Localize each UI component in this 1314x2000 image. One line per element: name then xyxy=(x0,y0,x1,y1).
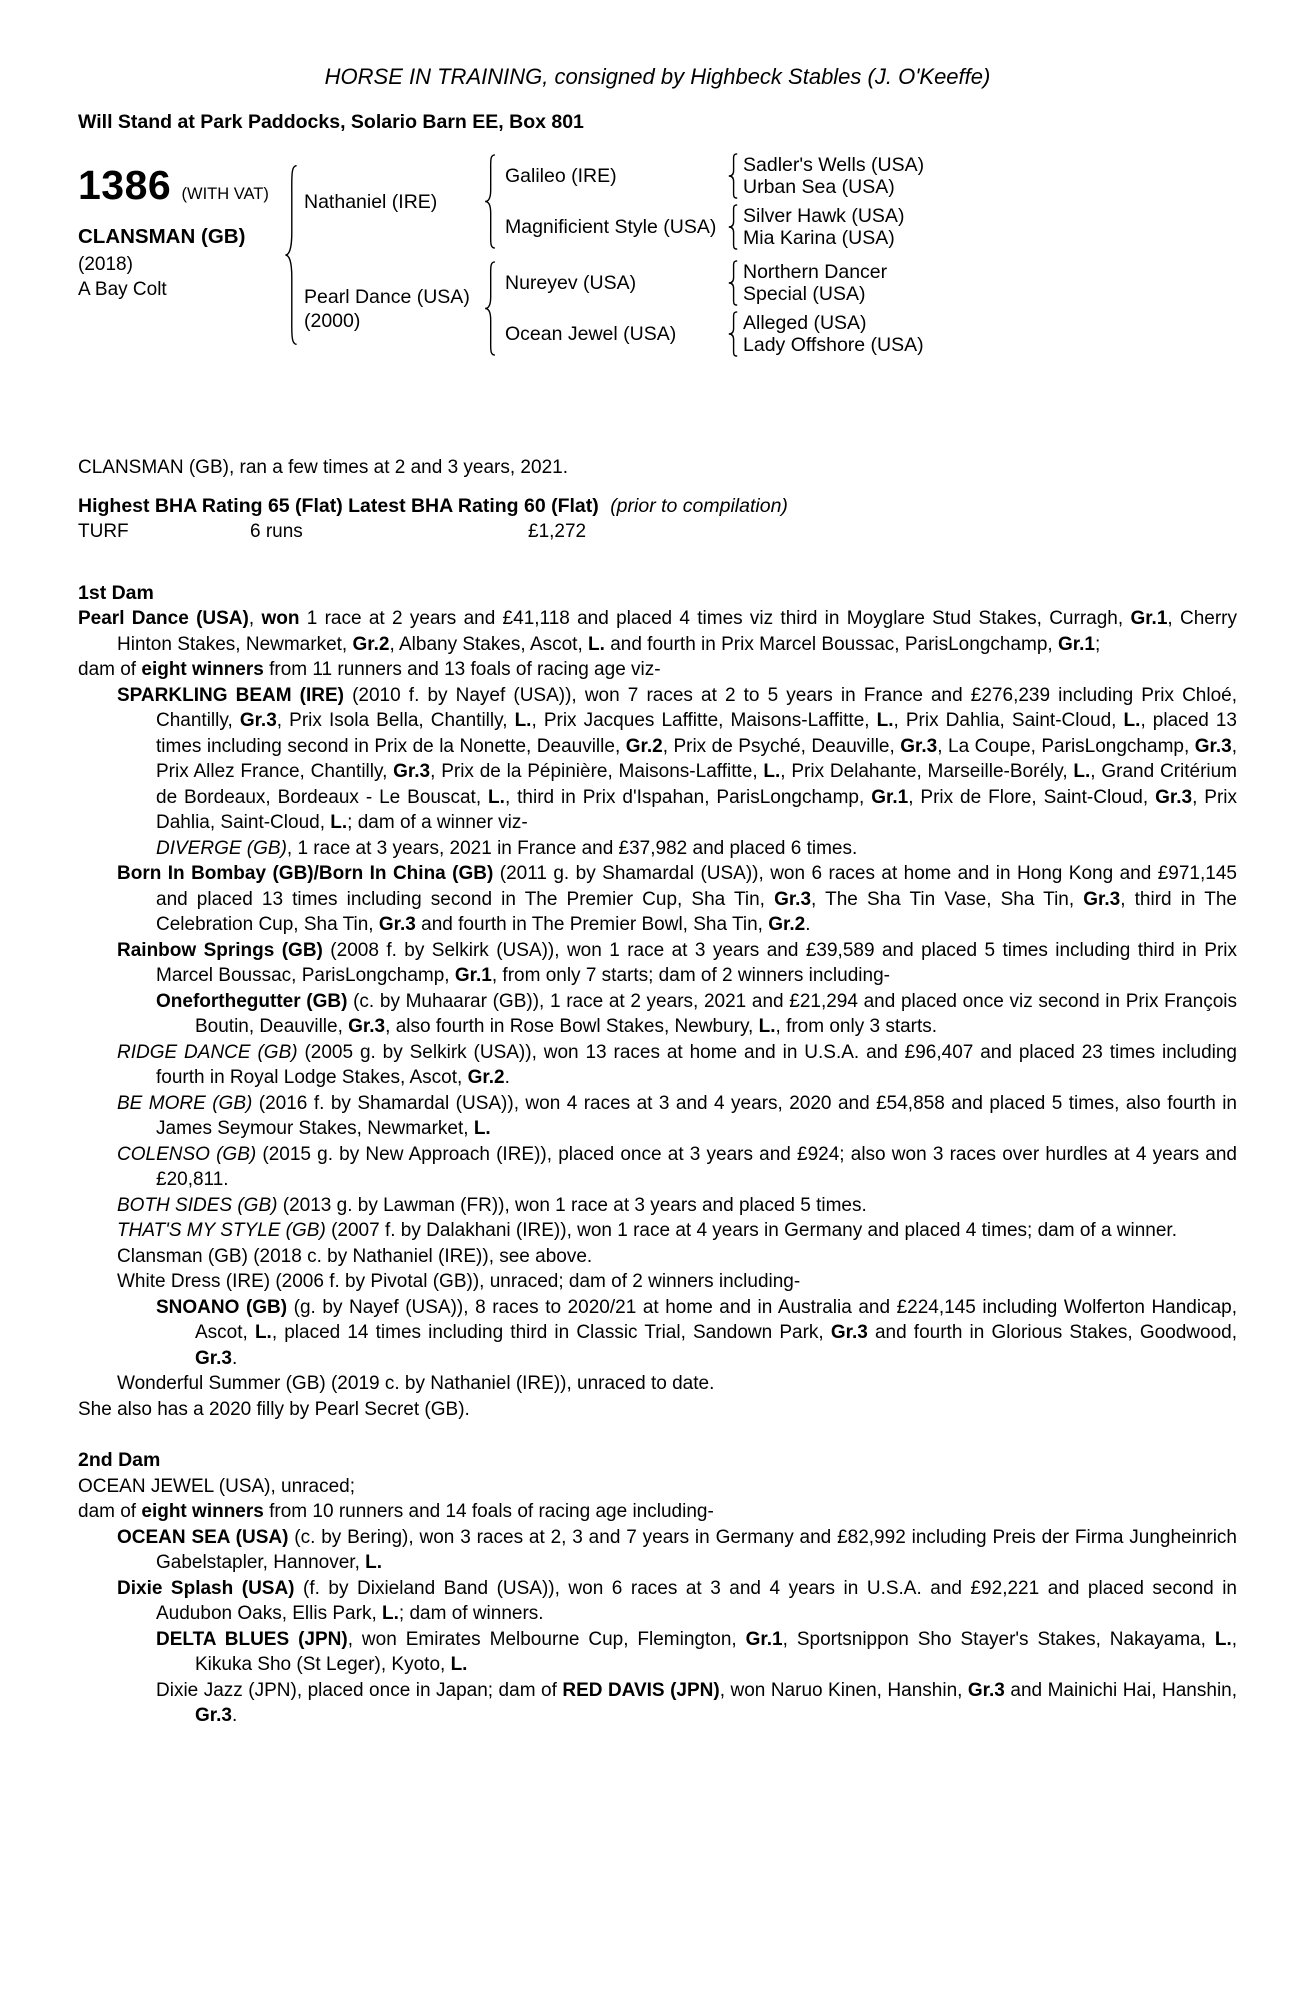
grandsire-name: Nureyev (USA) xyxy=(505,271,637,294)
text-run: L. xyxy=(382,1603,399,1624)
great-granddam-name: Special (USA) xyxy=(743,283,866,305)
race-record-line: CLANSMAN (GB), ran a few times at 2 and 3 years, 2021. xyxy=(78,457,568,478)
text-run: , The Sha Tin Vase, Sha Tin, xyxy=(811,888,1084,910)
text-run: Gr.2 xyxy=(625,735,663,757)
text-run: RED DAVIS (JPN) xyxy=(562,1679,720,1701)
text-run: Gr.3 xyxy=(830,1322,868,1343)
great-grandsire-name: Northern Dancer xyxy=(743,261,888,283)
section-paragraphs xyxy=(78,1474,1237,1729)
text-run: BOTH SIDES (GB) xyxy=(117,1194,278,1216)
text-run: , from only 3 starts. xyxy=(775,1016,938,1037)
text-run: Clansman (GB) (2018 c. by Nathaniel (IRE)), see above. xyxy=(117,1245,593,1267)
dam-grandparents xyxy=(501,260,955,357)
stand-location-line: Will Stand at Park Paddocks, Solario Barn EE, Box 801 xyxy=(78,110,584,133)
text-run: and Mainichi Hai, Hanshin, xyxy=(1004,1679,1238,1701)
text-run: , third in Prix d'Ispahan, ParisLongchamp, xyxy=(504,786,872,808)
text-run: Gr.3 xyxy=(239,710,277,731)
text-run: , Prix Dahlia, Saint-Cloud, xyxy=(893,710,1124,731)
text-run: , Albany Stakes, Ascot, xyxy=(389,633,589,655)
great-grandparents xyxy=(743,261,955,305)
brace-icon xyxy=(727,204,739,250)
granddam-branch xyxy=(501,311,955,357)
text-run: 1 race at 2 years and £41,118 and placed 4 times viz third in Moyglare Stud Stakes, Curragh, xyxy=(299,608,1131,629)
text-run: Gr.3 xyxy=(774,888,812,910)
text-run: , Prix Delahante, Marseille-Borély, xyxy=(780,761,1074,782)
rating-note: (prior to compilation) xyxy=(610,494,788,517)
stats-runs: 6 runs xyxy=(250,521,303,542)
text-run: Gr.3 xyxy=(195,1705,232,1726)
catalogue-paragraph xyxy=(117,1371,1237,1397)
grandsire-name: Galileo (IRE) xyxy=(505,164,617,187)
catalogue-paragraph xyxy=(78,1397,1237,1423)
brace-icon xyxy=(727,311,739,357)
text-run: DIVERGE (GB) xyxy=(156,837,287,859)
text-run: (2013 g. by Lawman (FR)), won 1 race at 3 years and placed 5 times. xyxy=(277,1194,867,1216)
text-run: L. xyxy=(330,812,348,833)
text-run: , Prix de la Pépinière, Maisons-Laffitte, xyxy=(430,761,764,782)
text-run: and fourth in Glorious Stakes, Goodwood, xyxy=(867,1322,1238,1343)
brace-icon xyxy=(727,153,739,199)
text-run: BE MORE (GB) xyxy=(117,1092,253,1114)
text-run: L. xyxy=(1123,710,1141,731)
section-heading: 1st Dam xyxy=(78,581,154,604)
sire-name: Nathaniel (IRE) xyxy=(304,190,438,213)
text-run: , 1 race at 3 years, 2021 in France and £37,982 and placed 6 times. xyxy=(286,837,858,859)
text-run: , Grand Critérium de Bordeaux, Bordeaux - Le Bouscat, xyxy=(156,761,1238,808)
sire-branch xyxy=(304,153,955,250)
catalogue-paragraph xyxy=(78,606,1237,657)
granddam-name: Ocean Jewel (USA) xyxy=(505,322,677,345)
catalogue-paragraph xyxy=(117,1244,1237,1270)
text-run: Gr.3 xyxy=(900,735,938,757)
text-run: , Prix de Flore, Saint-Cloud, xyxy=(908,786,1156,808)
lot-number: 1386 xyxy=(78,162,172,208)
brace-icon xyxy=(483,153,497,250)
great-granddam-name: Urban Sea (USA) xyxy=(743,176,895,198)
text-run: L. xyxy=(254,1322,272,1343)
text-run: L. xyxy=(758,1016,776,1037)
dam-cell xyxy=(304,285,483,333)
text-run: ; dam of winners. xyxy=(398,1603,544,1624)
text-run: SNOANO (GB) xyxy=(156,1296,288,1318)
text-run: from 10 runners and 14 foals of racing age including- xyxy=(263,1501,714,1522)
text-run: Born In Bombay (GB)/Born In China (GB) xyxy=(117,863,494,884)
section-2nd-dam xyxy=(78,1448,1237,1729)
text-run: OCEAN JEWEL (USA), unraced; xyxy=(78,1475,355,1497)
text-run: Gr.1 xyxy=(745,1628,783,1650)
text-run: , won Emirates Melbourne Cup, Flemington, xyxy=(347,1628,746,1650)
text-run: , La Coupe, ParisLongchamp, xyxy=(937,735,1195,757)
text-run: , Cherry Hinton Stakes, Newmarket, xyxy=(117,608,1237,655)
section-paragraphs xyxy=(78,606,1237,1422)
text-run: L. xyxy=(514,710,532,731)
text-run: , Prix Allez France, Chantilly, xyxy=(156,735,1237,782)
text-run: COLENSO (GB) xyxy=(117,1143,257,1165)
catalogue-paragraph xyxy=(78,1474,1237,1500)
catalogue-paragraph xyxy=(117,1142,1237,1193)
great-grandsire-name: Alleged (USA) xyxy=(743,312,867,334)
text-run: Gr.1 xyxy=(1057,633,1095,655)
text-run: Gr.3 xyxy=(1155,786,1193,808)
text-run: Pearl Dance (USA) xyxy=(78,608,249,629)
text-run: Oneforthegutter (GB) xyxy=(156,990,348,1012)
text-run: Dixie Splash (USA) xyxy=(117,1577,295,1599)
text-run: OCEAN SEA (USA) xyxy=(117,1526,289,1548)
dam-branch xyxy=(304,260,955,357)
text-run: eight winners xyxy=(141,1501,264,1522)
dam-name: Pearl Dance (USA) xyxy=(304,285,470,308)
text-run: and fourth in Prix Marcel Boussac, ParisLongchamp, xyxy=(604,633,1058,655)
text-run: Dixie Jazz (JPN), placed once in Japan; dam of xyxy=(156,1679,563,1701)
text-run: L. xyxy=(876,710,894,731)
page-title: HORSE IN TRAINING, consigned by Highbeck Stables (J. O'Keeffe) xyxy=(324,64,991,89)
catalogue-paragraph xyxy=(117,1040,1237,1091)
catalogue-paragraph xyxy=(156,1295,1238,1372)
race-stats-row xyxy=(78,519,1237,545)
catalogue-paragraph xyxy=(117,1525,1237,1576)
text-run: , Prix Jacques Laffitte, Maisons-Laffitte, xyxy=(531,710,877,731)
text-run: DELTA BLUES (JPN) xyxy=(156,1628,348,1650)
horse-name: CLANSMAN (GB) xyxy=(78,224,246,248)
text-run: White Dress (IRE) (2006 f. by Pivotal (GB)), unraced; dam of 2 winners including- xyxy=(117,1271,801,1292)
text-run: . xyxy=(504,1067,510,1088)
text-run: Gr.3 xyxy=(378,914,416,935)
catalogue-paragraph xyxy=(117,861,1237,938)
text-run: and fourth in The Premier Bowl, Sha Tin, xyxy=(415,914,769,935)
rating-line xyxy=(78,494,1237,520)
text-run: , third in The Celebration Cup, Sha Tin, xyxy=(156,888,1237,935)
text-run: (f. by Dixieland Band (USA)), won 6 races at 3 and 4 years in U.S.A. and £92,221 and placed second in Audubon Oaks, Ellis Park, xyxy=(156,1577,1237,1624)
text-run: L. xyxy=(473,1118,491,1139)
text-run: Gr.3 xyxy=(195,1347,232,1369)
text-run: She also has a 2020 filly by Pearl Secret (GB). xyxy=(78,1398,470,1420)
brace-icon xyxy=(283,162,299,348)
great-granddam-name: Mia Karina (USA) xyxy=(743,227,895,249)
text-run: (2015 g. by New Approach (IRE)), placed once at 3 years and £924; also won 3 races over hurdles at 4 years and £20,811. xyxy=(156,1143,1237,1190)
catalogue-paragraph xyxy=(78,657,1237,683)
catalogue-paragraph xyxy=(117,1091,1238,1142)
section-1st-dam xyxy=(78,581,1237,1423)
granddam-branch xyxy=(501,204,955,250)
catalogue-paragraph xyxy=(156,836,1237,862)
stats-surface: TURF xyxy=(78,521,129,542)
rating-headline: Highest BHA Rating 65 (Flat) Latest BHA Rating 60 (Flat) xyxy=(78,494,599,517)
text-run: , won Naruo Kinen, Hanshin, xyxy=(719,1679,968,1701)
text-run: Gr.2 xyxy=(768,914,806,935)
text-run: Gr.3 xyxy=(967,1679,1005,1701)
text-run: RIDGE DANCE (GB) xyxy=(117,1041,298,1063)
text-run: eight winners xyxy=(141,659,264,680)
text-run: , Prix de Psyché, Deauville, xyxy=(662,735,901,757)
great-granddam-name: Lady Offshore (USA) xyxy=(743,334,924,356)
grandsire-branch xyxy=(501,153,955,199)
text-run: from 11 runners and 13 foals of racing age viz- xyxy=(263,659,661,680)
text-run: (c. by Muhaarar (GB)), 1 race at 2 years, 2021 and £21,294 and placed once viz second in Prix François Boutin, Deauville, xyxy=(195,990,1237,1037)
text-run: L. xyxy=(588,633,605,655)
catalogue-paragraph xyxy=(117,683,1238,836)
great-grandsire-name: Sadler's Wells (USA) xyxy=(743,154,925,176)
text-run: Gr.3 xyxy=(348,1016,386,1037)
text-run: Rainbow Springs (GB) xyxy=(117,939,323,961)
text-run: Gr.3 xyxy=(1194,735,1232,757)
text-run: THAT'S MY STYLE (GB) xyxy=(117,1220,326,1241)
text-run: SPARKLING BEAM (IRE) xyxy=(117,684,344,706)
text-run: , Sportsnippon Sho Stayer's Stakes, Nakayama, xyxy=(782,1628,1215,1650)
text-run: , placed 14 times including third in Classic Trial, Sandown Park, xyxy=(271,1322,831,1343)
great-grandsire-name: Silver Hawk (USA) xyxy=(743,205,905,227)
text-run: Gr.1 xyxy=(1130,608,1168,629)
text-run: , Prix Dahlia, Saint-Cloud, xyxy=(156,786,1238,833)
text-run: . xyxy=(231,1705,238,1726)
text-run: Gr.1 xyxy=(454,965,492,986)
text-run: (2008 f. by Selkirk (USA)), won 1 race at 3 years and £39,589 and placed 5 times including third in Prix Marcel Boussac, ParisLongchamp, xyxy=(156,939,1237,986)
text-run: (c. by Bering), won 3 races at 2, 3 and 7 years in Germany and £82,992 including Preis der Firma Jungheinrich Gabelstapler, Hannover, xyxy=(156,1526,1237,1573)
text-run: (2007 f. by Dalakhani (IRE)), won 1 race at 4 years in Germany and placed 4 times; dam of a winner. xyxy=(325,1220,1177,1241)
grandsire-branch xyxy=(501,260,955,306)
section-heading: 2nd Dam xyxy=(78,1449,161,1471)
text-run: dam of xyxy=(78,659,142,680)
text-run: , xyxy=(248,608,262,629)
granddam-name: Magnificient Style (USA) xyxy=(505,215,717,238)
text-run: (2010 f. by Nayef (USA)), won 7 races at 2 to 5 years in France and £276,239 including Prix Chloé, Chantilly, xyxy=(156,684,1238,731)
catalogue-paragraph xyxy=(117,938,1237,989)
text-run: (2011 g. by Shamardal (USA)), won 6 races at home and in Hong Kong and £971,145 and placed 13 times including second in The Premier Cup, Sha Tin, xyxy=(156,863,1237,910)
horse-foaling-year: (2018) xyxy=(78,254,133,275)
text-run: L. xyxy=(1214,1628,1232,1650)
text-run: , Kikuka Sho (St Leger), Kyoto, xyxy=(195,1628,1238,1675)
text-run: Gr.1 xyxy=(871,786,909,808)
dam-year: (2000) xyxy=(304,309,361,332)
pedigree-tree xyxy=(283,153,955,357)
great-grandparents xyxy=(743,154,955,198)
text-run: . xyxy=(231,1347,238,1369)
catalogue-paragraph xyxy=(117,1218,1237,1244)
text-run: . xyxy=(805,914,811,935)
catalogue-paragraph xyxy=(78,1499,1237,1525)
text-run: L. xyxy=(450,1654,468,1675)
text-run: ; xyxy=(1094,633,1101,655)
text-run: , placed 13 times including second in Prix de la Nonette, Deauville, xyxy=(156,710,1237,757)
great-grandparents xyxy=(743,312,955,356)
text-run: (g. by Nayef (USA)), 8 races to 2020/21 at home and in Australia and £224,145 including Wolferton Handicap, Ascot, xyxy=(195,1296,1237,1343)
text-run: ; dam of a winner viz- xyxy=(347,812,528,833)
catalogue-paragraph xyxy=(117,1193,1237,1219)
text-run: won xyxy=(261,608,300,629)
text-run: L. xyxy=(1073,761,1091,782)
text-run: (2016 f. by Shamardal (USA)), won 4 races at 3 and 4 years, 2020 and £54,858 and placed 5 times, also fourth in James Seymour Stakes, Newmarket, xyxy=(156,1092,1238,1139)
brace-icon xyxy=(483,260,497,357)
text-run: Gr.3 xyxy=(393,761,431,782)
catalogue-paragraph xyxy=(156,1678,1238,1729)
text-run: , from only 7 starts; dam of 2 winners including- xyxy=(491,965,890,986)
catalogue-paragraph xyxy=(156,989,1237,1040)
text-run: Gr.3 xyxy=(1083,888,1121,910)
parents-column xyxy=(304,153,955,357)
stats-earnings: £1,272 xyxy=(528,521,587,542)
text-run: , Prix Isola Bella, Chantilly, xyxy=(276,710,515,731)
catalogue-paragraph xyxy=(117,1576,1237,1627)
text-run: (2005 g. by Selkirk (USA)), won 13 races at home and in U.S.A. and £96,407 and placed 23 times including fourth in Royal Lodge Stakes, Ascot, xyxy=(156,1041,1237,1088)
sire-grandparents xyxy=(501,153,955,250)
horse-description: A Bay Colt xyxy=(78,279,167,300)
brace-icon xyxy=(727,260,739,306)
vat-note: (WITH VAT) xyxy=(181,185,269,203)
text-run: L. xyxy=(763,761,781,782)
text-run: Gr.2 xyxy=(467,1067,505,1088)
text-run: Gr.2 xyxy=(352,633,390,655)
text-run: , also fourth in Rose Bowl Stakes, Newbury, xyxy=(385,1016,759,1037)
text-run: L. xyxy=(488,786,505,808)
great-grandparents xyxy=(743,205,955,249)
text-run: dam of xyxy=(78,1501,142,1522)
text-run: Wonderful Summer (GB) (2019 c. by Nathaniel (IRE)), unraced to date. xyxy=(117,1373,715,1394)
text-run: L. xyxy=(365,1552,383,1573)
catalogue-paragraph xyxy=(156,1627,1238,1678)
catalogue-paragraph xyxy=(117,1269,1237,1295)
pedigree-block xyxy=(78,154,1237,367)
